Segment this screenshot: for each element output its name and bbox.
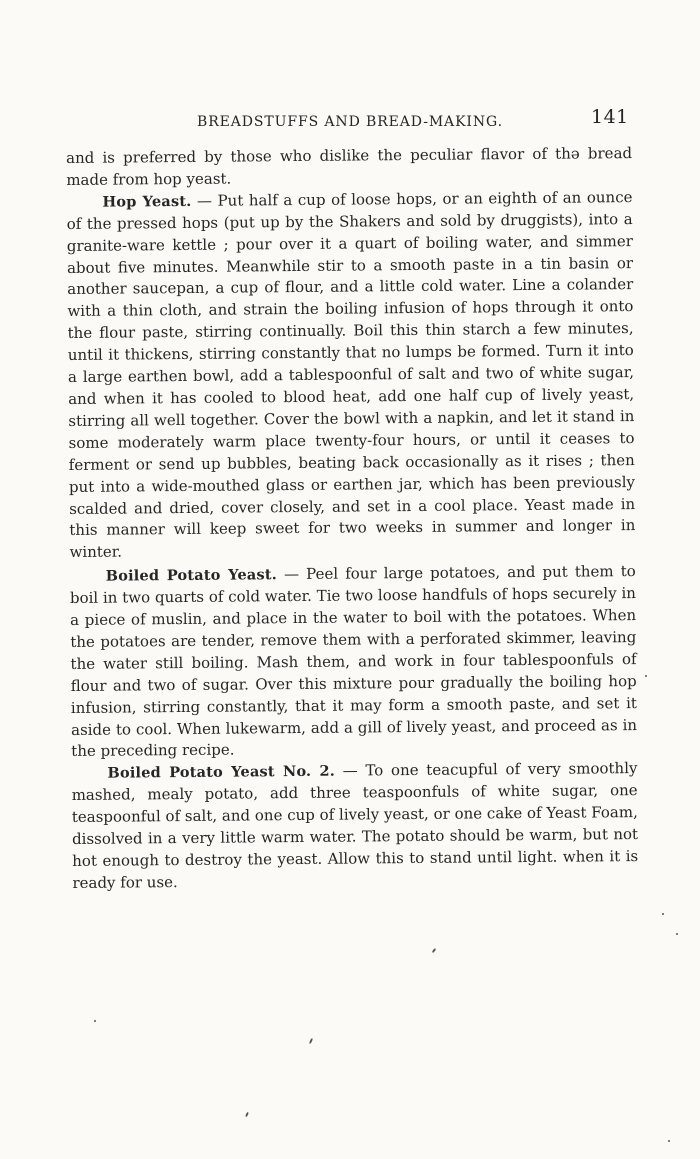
recipe-hop-yeast <box>66 187 635 564</box>
scan-speck <box>94 1020 96 1022</box>
scan-speck <box>432 948 437 953</box>
page-number: 141 <box>591 106 629 128</box>
paragraph-continuation <box>66 143 632 192</box>
recipe-heading: Boiled Potato Yeast No. 2. <box>107 763 336 783</box>
running-header: BREADSTUFFS AND BREAD-MAKING. <box>197 114 503 130</box>
recipe-text: — To one teacupful of very smoothly mashed, mealy potato, add three teaspoonfuls of white sugar, one teaspoonful of salt, and one cup of lively yeast, or one cake of Yeast Foam, dissolved in a very little warm water. The potato should be warm, but not hot enough to destroy the yeast. Allow this to stand until light. when it is ready for use. <box>71 759 639 892</box>
recipe-text: — Peel four large potatoes, and put them to boil in two quarts of cold water. Tie two loose handfuls of hops securely in a piece of muslin, and place in the water to boil with the potatoes. When the potatoes are tender, remove them with a perforated skimmer, leaving the water still boiling. Mash them, and work in four tablespoonfuls of flour and two of sugar. Over this mixture pour gradually the boiling hop infusion, stirring constantly, that it may form a smooth paste, and set it aside to cool. When lukewarm, add a gill of lively yeast, and proceed as in the preceding recipe. <box>69 562 638 761</box>
paragraph-text: and is preferred by those who dislike the peculiar flavor of thə bread made from hop yeast. <box>66 144 633 189</box>
scan-speck <box>309 1038 313 1044</box>
recipe-heading: Hop Yeast. <box>102 192 192 211</box>
scan-speck <box>662 913 664 915</box>
recipe-boiled-potato-yeast <box>70 561 638 763</box>
recipe-heading: Boiled Potato Yeast. <box>105 566 278 585</box>
recipe-text: — Put half a cup of loose hops, or an eighth of an ounce of the pressed hops (put up by the Shakers and sold by druggists), into a granite-ware kettle ; pour over it a quart of boiling water, and simmer about five minutes. Meanwhile stir to a smooth paste in a tin basin or another saucepan, a cup of flour, and a little cold water. Line a colander with a thin cloth, and strain the boiling infusion of hops through it onto the flour paste, stirring continually. Boil this thin starch a few minutes, until it thickens, stirring constantly that no lumps be formed. Turn it into a large earthen bowl, add a tablespoonful of salt and two of white sugar, and when it has cooled to blood heat, add one half cup of lively yeast, stirring all well together. Cover the bowl with a napkin, and let it stand in some moderately warm place twenty-four hours, or until it ceases to ferment or send up bubbles, beating back occasionally as it rises ; then put into a wide-mouthed glass or earthen jar, which has been previously scalded and dried, cover closely, and set in a cool place. Yeast made in this manner will keep sweet for two weeks in summer and longer in winter. <box>66 187 636 562</box>
scan-speck <box>645 675 647 677</box>
scan-speck <box>245 1112 249 1117</box>
recipe-boiled-potato-yeast-no-2 <box>71 758 638 894</box>
scan-speck <box>676 933 678 935</box>
page-body <box>66 143 638 895</box>
scan-speck <box>668 1140 670 1142</box>
